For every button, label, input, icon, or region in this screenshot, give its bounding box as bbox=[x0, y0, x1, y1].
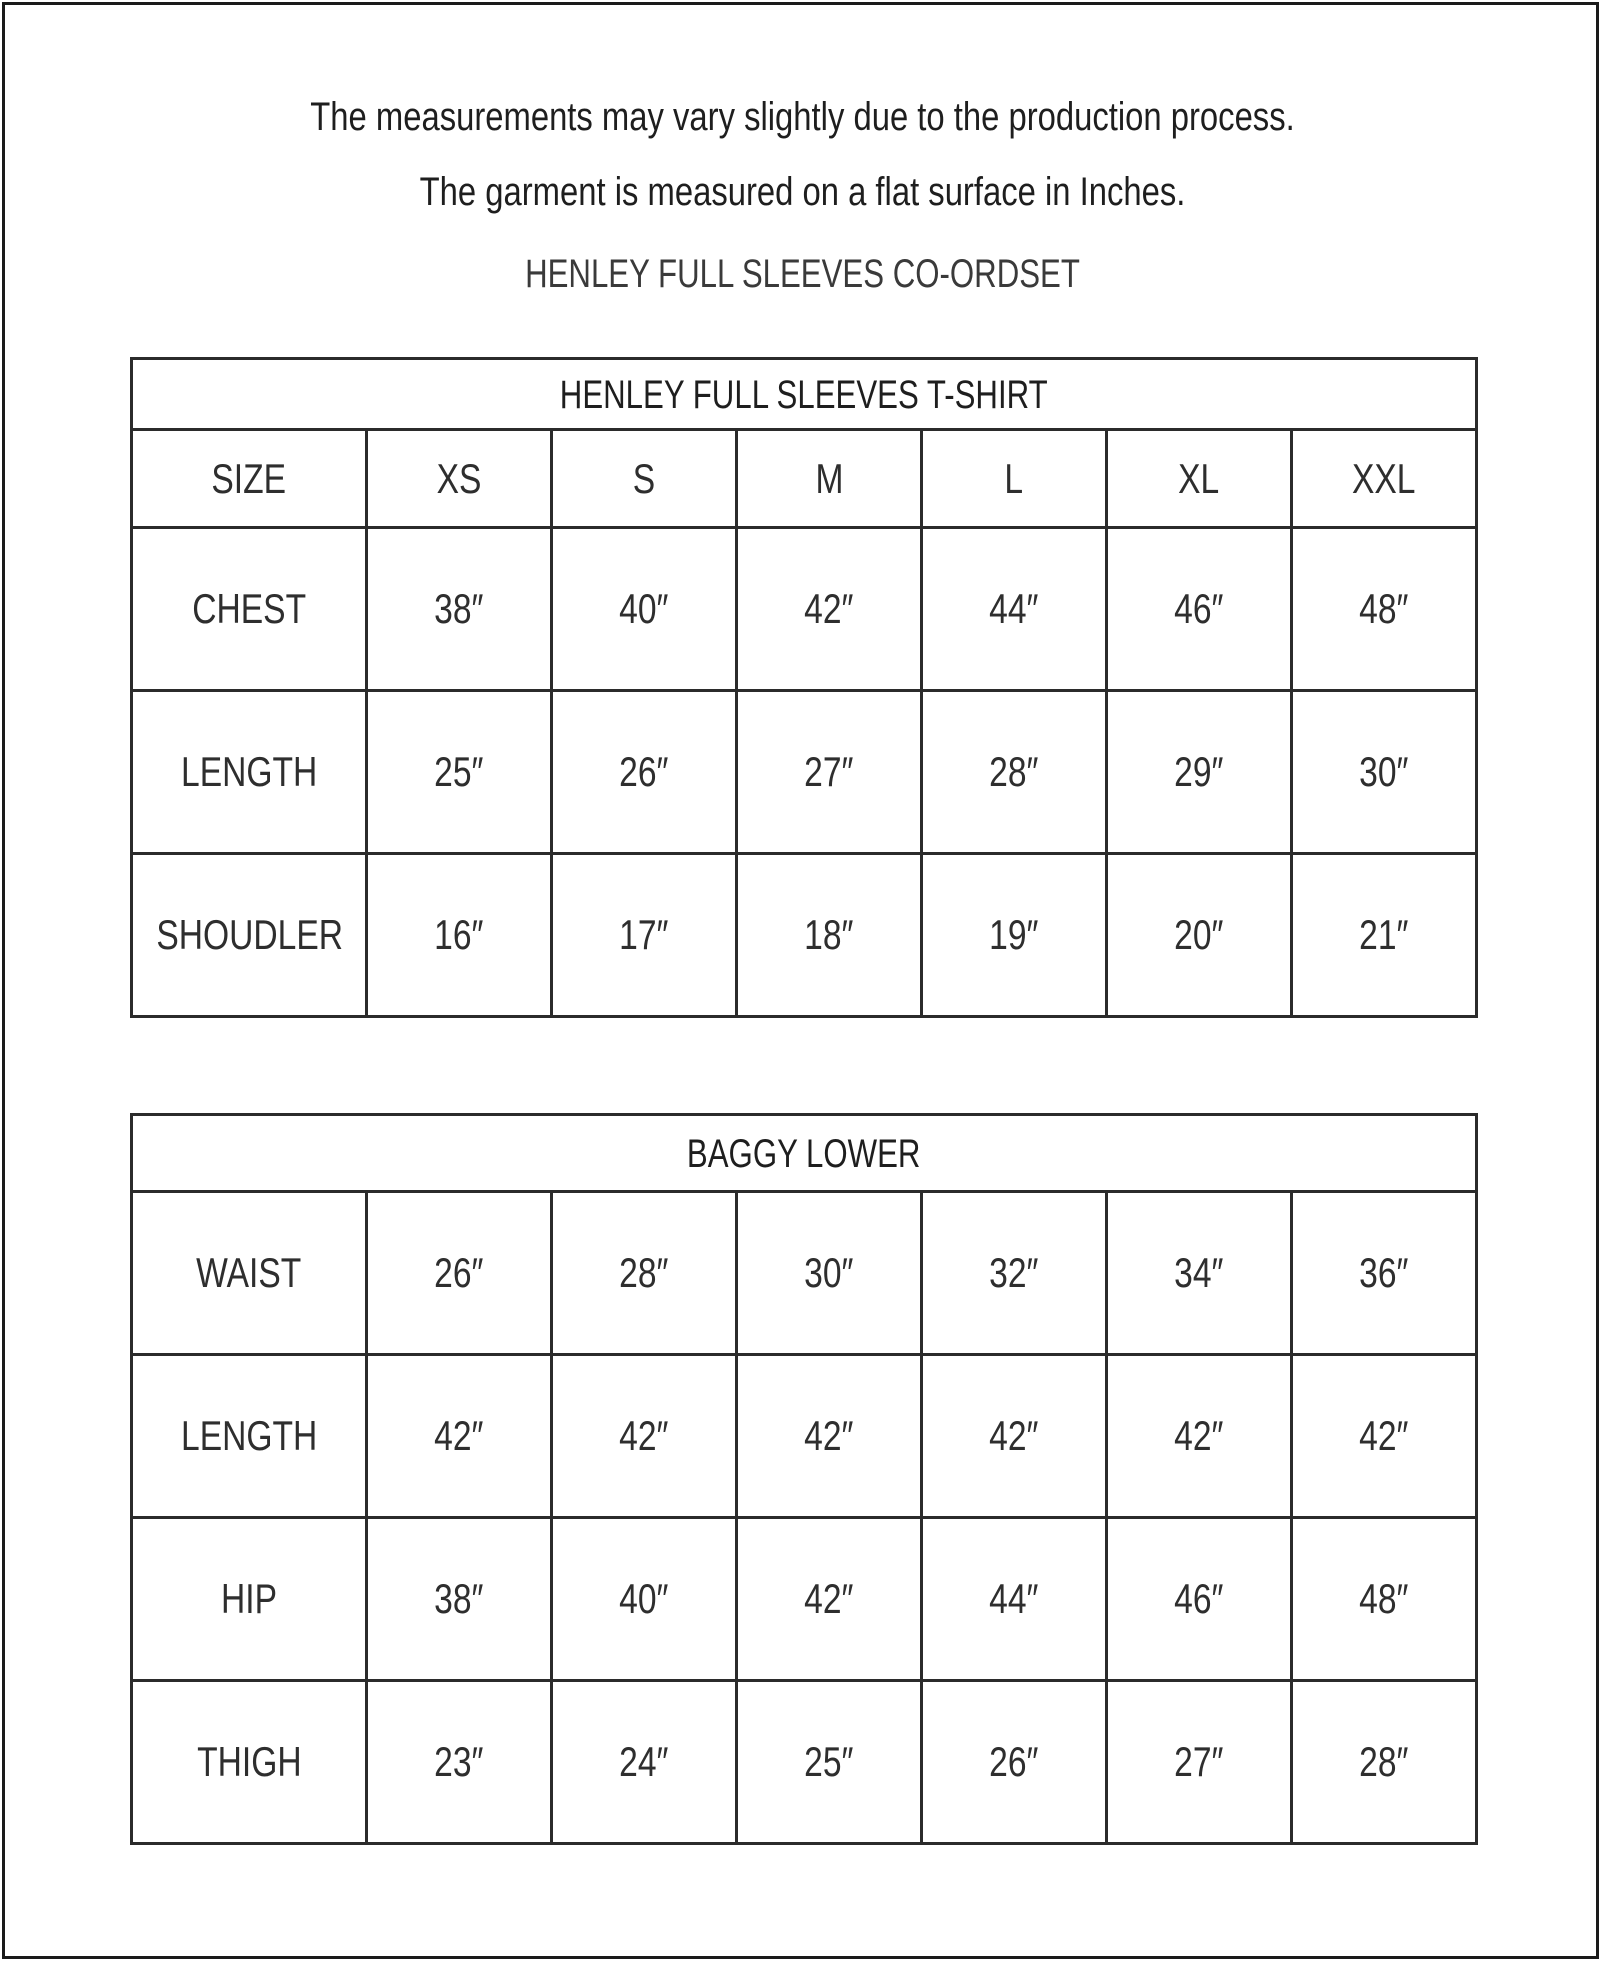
lower-table-title bbox=[132, 1115, 1477, 1192]
value-cell bbox=[552, 528, 737, 691]
measurement-value: 27″ bbox=[804, 748, 854, 795]
measurement-value: 42″ bbox=[804, 585, 854, 632]
measurement-value: 48″ bbox=[1359, 1575, 1409, 1622]
measurement-value: 16″ bbox=[434, 911, 484, 958]
lower-table-title-text: BAGGY LOWER bbox=[687, 1132, 921, 1176]
table-row bbox=[132, 1192, 1477, 1355]
tshirt-table-title-text: HENLEY FULL SLEEVES T-SHIRT bbox=[560, 373, 1048, 417]
row-label: HIP bbox=[220, 1575, 277, 1622]
row-label-cell bbox=[132, 854, 367, 1017]
size-header-row bbox=[132, 430, 1477, 528]
value-cell bbox=[922, 1192, 1107, 1355]
row-label-cell bbox=[132, 1192, 367, 1355]
size-header: XXL bbox=[1352, 454, 1416, 502]
row-label-cell bbox=[132, 1681, 367, 1844]
value-cell bbox=[552, 1355, 737, 1518]
size-header-cell bbox=[922, 430, 1107, 528]
size-label-cell bbox=[132, 430, 367, 528]
measurement-value: 42″ bbox=[1359, 1412, 1409, 1459]
measurement-value: 42″ bbox=[804, 1575, 854, 1622]
value-cell bbox=[1107, 1681, 1292, 1844]
value-cell bbox=[552, 1518, 737, 1681]
value-cell bbox=[552, 1192, 737, 1355]
measurement-value: 38″ bbox=[434, 585, 484, 632]
row-label: SHOUDLER bbox=[156, 911, 344, 958]
value-cell bbox=[1107, 1192, 1292, 1355]
measurement-method-note: The garment is measured on a flat surface in Inches. bbox=[419, 170, 1186, 214]
table-row bbox=[132, 1355, 1477, 1518]
row-label: LENGTH bbox=[180, 748, 318, 795]
value-cell bbox=[1292, 1681, 1477, 1844]
value-cell bbox=[922, 528, 1107, 691]
measurement-value: 42″ bbox=[804, 1412, 854, 1459]
table-title-row bbox=[132, 359, 1477, 430]
value-cell bbox=[922, 1681, 1107, 1844]
measurement-value: 42″ bbox=[989, 1412, 1039, 1459]
measurement-value: 30″ bbox=[1359, 748, 1409, 795]
measurement-value: 32″ bbox=[989, 1249, 1039, 1296]
measurement-value: 28″ bbox=[1359, 1738, 1409, 1785]
measurement-value: 29″ bbox=[1174, 748, 1224, 795]
size-label: SIZE bbox=[211, 454, 287, 502]
value-cell bbox=[737, 691, 922, 854]
value-cell bbox=[367, 691, 552, 854]
measurement-value: 24″ bbox=[619, 1738, 669, 1785]
size-header: XS bbox=[436, 454, 482, 502]
value-cell bbox=[552, 691, 737, 854]
measurement-value: 42″ bbox=[619, 1412, 669, 1459]
table-title-row bbox=[132, 1115, 1477, 1192]
value-cell bbox=[367, 854, 552, 1017]
measurement-value: 17″ bbox=[619, 911, 669, 958]
size-header: M bbox=[815, 454, 843, 502]
measurement-value: 23″ bbox=[434, 1738, 484, 1785]
value-cell bbox=[1292, 1355, 1477, 1518]
value-cell bbox=[367, 528, 552, 691]
measurement-value: 19″ bbox=[989, 911, 1039, 958]
size-header-cell bbox=[737, 430, 922, 528]
measurement-value: 44″ bbox=[989, 1575, 1039, 1622]
measurement-value: 46″ bbox=[1174, 585, 1224, 632]
value-cell bbox=[552, 1681, 737, 1844]
table-row bbox=[132, 1518, 1477, 1681]
measurement-value: 20″ bbox=[1174, 911, 1224, 958]
size-header-cell bbox=[552, 430, 737, 528]
measurement-value: 26″ bbox=[619, 748, 669, 795]
value-cell bbox=[922, 1355, 1107, 1518]
value-cell bbox=[1292, 854, 1477, 1017]
value-cell bbox=[1292, 691, 1477, 854]
measurement-value: 26″ bbox=[989, 1738, 1039, 1785]
measurement-value: 42″ bbox=[434, 1412, 484, 1459]
measurement-value: 36″ bbox=[1359, 1249, 1409, 1296]
measurement-value: 38″ bbox=[434, 1575, 484, 1622]
value-cell bbox=[367, 1355, 552, 1518]
measurement-value: 40″ bbox=[619, 1575, 669, 1622]
value-cell bbox=[922, 1518, 1107, 1681]
measurement-value: 42″ bbox=[1174, 1412, 1224, 1459]
value-cell bbox=[1107, 691, 1292, 854]
value-cell bbox=[367, 1518, 552, 1681]
measurement-value: 30″ bbox=[804, 1249, 854, 1296]
value-cell bbox=[552, 854, 737, 1017]
row-label-cell bbox=[132, 1518, 367, 1681]
tshirt-size-table bbox=[130, 357, 1478, 1018]
table-row bbox=[132, 854, 1477, 1017]
value-cell bbox=[737, 1192, 922, 1355]
measurement-value: 27″ bbox=[1174, 1738, 1224, 1785]
value-cell bbox=[1292, 1192, 1477, 1355]
value-cell bbox=[1292, 528, 1477, 691]
value-cell bbox=[1292, 1518, 1477, 1681]
row-label: CHEST bbox=[192, 585, 306, 632]
measurement-value: 34″ bbox=[1174, 1249, 1224, 1296]
measurement-value: 25″ bbox=[434, 748, 484, 795]
size-header-cell bbox=[367, 430, 552, 528]
table-row bbox=[132, 1681, 1477, 1844]
size-header-cell bbox=[1107, 430, 1292, 528]
row-label: WAIST bbox=[196, 1249, 302, 1296]
row-label: LENGTH bbox=[180, 1412, 318, 1459]
value-cell bbox=[737, 1681, 922, 1844]
size-header-cell bbox=[1292, 430, 1477, 528]
size-header: XL bbox=[1178, 454, 1220, 502]
row-label-cell bbox=[132, 528, 367, 691]
measurement-value: 28″ bbox=[619, 1249, 669, 1296]
coordset-title: HENLEY FULL SLEEVES CO-ORDSET bbox=[525, 252, 1080, 296]
value-cell bbox=[367, 1192, 552, 1355]
measurement-value: 46″ bbox=[1174, 1575, 1224, 1622]
tshirt-table-title bbox=[132, 359, 1477, 430]
measurement-value: 28″ bbox=[989, 748, 1039, 795]
value-cell bbox=[1107, 1518, 1292, 1681]
size-header: S bbox=[632, 454, 656, 502]
value-cell bbox=[1107, 854, 1292, 1017]
size-header: L bbox=[1004, 454, 1024, 502]
measurement-value: 18″ bbox=[804, 911, 854, 958]
measurement-value: 44″ bbox=[989, 585, 1039, 632]
measurement-variance-note: The measurements may vary slightly due to the production process. bbox=[310, 95, 1295, 139]
lower-size-table bbox=[130, 1113, 1478, 1845]
measurement-value: 40″ bbox=[619, 585, 669, 632]
row-label: THIGH bbox=[196, 1738, 302, 1785]
row-label-cell bbox=[132, 1355, 367, 1518]
measurement-value: 25″ bbox=[804, 1738, 854, 1785]
measurement-value: 48″ bbox=[1359, 585, 1409, 632]
measurement-value: 26″ bbox=[434, 1249, 484, 1296]
value-cell bbox=[922, 691, 1107, 854]
value-cell bbox=[367, 1681, 552, 1844]
measurement-value: 21″ bbox=[1359, 911, 1409, 958]
value-cell bbox=[922, 854, 1107, 1017]
value-cell bbox=[737, 854, 922, 1017]
value-cell bbox=[737, 528, 922, 691]
value-cell bbox=[1107, 1355, 1292, 1518]
value-cell bbox=[1107, 528, 1292, 691]
value-cell bbox=[737, 1355, 922, 1518]
table-row bbox=[132, 691, 1477, 854]
value-cell bbox=[737, 1518, 922, 1681]
row-label-cell bbox=[132, 691, 367, 854]
table-row bbox=[132, 528, 1477, 691]
